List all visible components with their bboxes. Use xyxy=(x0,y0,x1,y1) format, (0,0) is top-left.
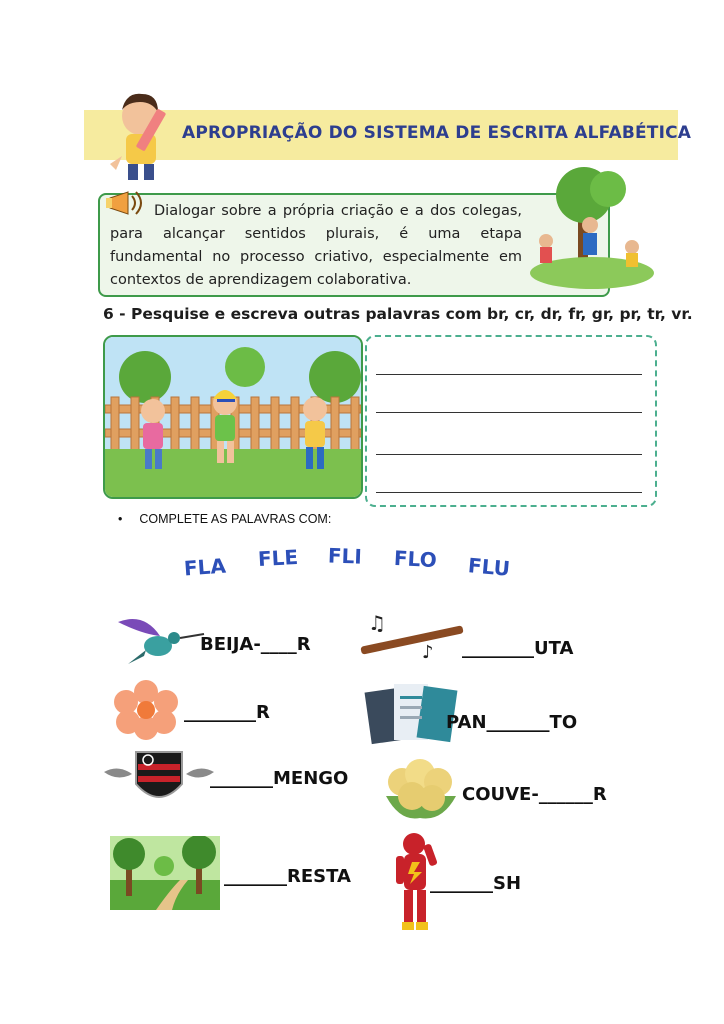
answer-line[interactable] xyxy=(376,454,642,455)
word-flor: ________R xyxy=(184,702,270,723)
word-couve-flor: COUVE-______R xyxy=(462,784,607,805)
word-flash: _______SH xyxy=(430,873,522,894)
svg-text:♫: ♫ xyxy=(368,612,386,635)
flower-illustration xyxy=(110,680,182,740)
flute-illustration xyxy=(356,612,468,662)
answer-box xyxy=(365,335,657,507)
boy-with-pencil-illustration xyxy=(96,86,186,186)
kids-in-park-illustration xyxy=(528,165,656,290)
syllable-fla: FLA xyxy=(183,553,227,581)
question-title: 6 - Pesquise e escreva outras palavras com br, cr, dr, fr, gr, pr, tr, vr. xyxy=(103,305,693,323)
syllable-fli: FLI xyxy=(327,543,363,569)
answer-line[interactable] xyxy=(376,492,642,493)
syllable-fle: FLE xyxy=(257,544,299,572)
banner-title: APROPRIAÇÃO DO SISTEMA DE ESCRITA ALFABÉTICA xyxy=(182,123,692,143)
forest-illustration xyxy=(110,836,220,910)
instruction xyxy=(118,512,331,526)
word-floresta: _______RESTA xyxy=(224,866,351,887)
instruction-text: COMPLETE AS PALAVRAS COM: xyxy=(139,512,332,526)
syllable-flu: FLU xyxy=(467,553,511,581)
svg-text:♪: ♪ xyxy=(422,642,434,662)
bullet: • xyxy=(118,512,123,526)
answer-line[interactable] xyxy=(376,412,642,413)
flamengo-crest-illustration xyxy=(98,744,220,814)
kids-playing-illustration xyxy=(103,335,363,499)
cauliflower-illustration xyxy=(380,756,462,824)
answer-line[interactable] xyxy=(376,374,642,375)
syllable-flo: FLO xyxy=(393,545,438,573)
hummingbird-illustration xyxy=(114,612,206,668)
word-flamengo: _______MENGO xyxy=(210,768,349,789)
word-panfleto: PAN_______TO xyxy=(446,712,578,733)
info-text: Dialogar sobre a própria criação e a dos colegas, para alcançar sentidos plurais, é uma etapa fundamental no processo criativo, especialmente em contextos de aprendizagem colaborativa. xyxy=(110,203,522,288)
word-beija-flor: BEIJA-____R xyxy=(200,634,311,655)
word-flauta: ________UTA xyxy=(462,638,574,659)
